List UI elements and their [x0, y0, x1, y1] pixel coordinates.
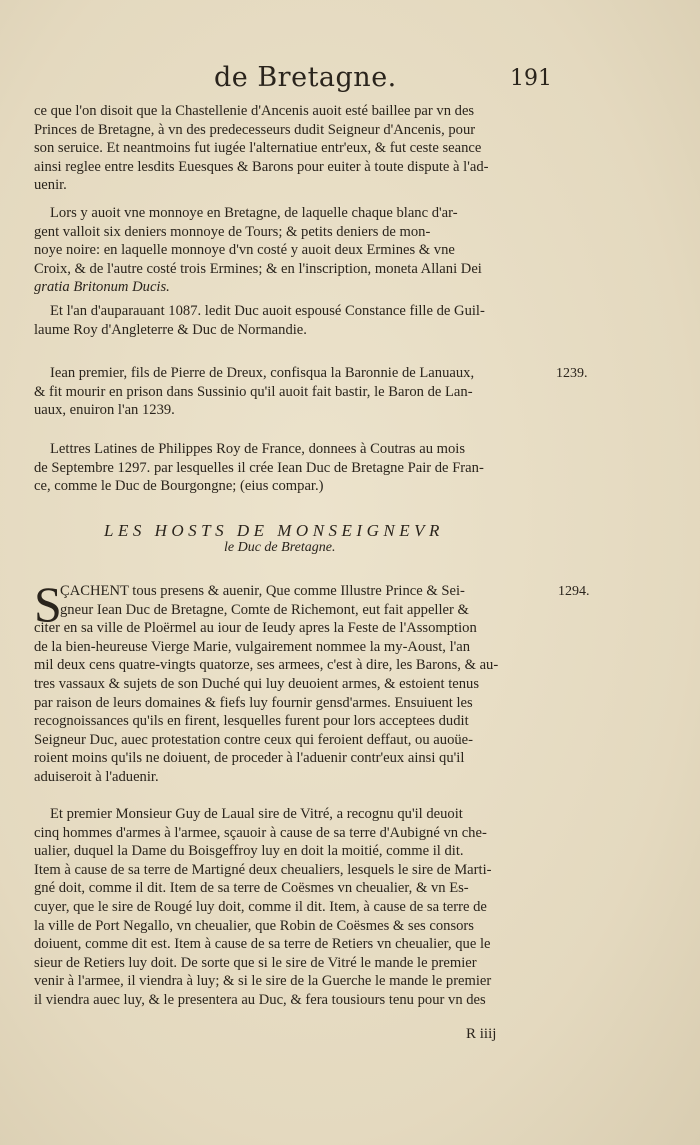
section-heading: LES HOSTS DE MONSEIGNEVR — [104, 521, 444, 540]
text-line: cinq hommes d'armes à l'armee, sçauoir à cause de sa terre d'Aubigné vn che- — [34, 824, 487, 841]
text-line: gné doit, comme il dit. Item de sa terre de Coësmes vn cheualier, & vn Es- — [34, 880, 469, 897]
signature-mark: R iiij — [466, 1026, 497, 1042]
text-line: venir à l'armee, il viendra à luy; & si le sire de la Guerche le mande le premier — [34, 973, 492, 990]
text-line: laume Roy d'Angleterre & Duc de Normandie. — [34, 321, 307, 338]
text-line: tres vassaux & sujets de son Duché qui luy deuoient armes, & estoient tenus — [34, 675, 480, 692]
paragraph-constance — [34, 302, 554, 339]
page-number: 191 — [510, 66, 552, 91]
text-line: il viendra auec luy, & le presentera au Duc, & fera tousiours tenu pour vn des — [34, 991, 486, 1008]
text-line: ainsi reglee entre lesdits Euesques & Barons pour euiter à toute dispute à l'ad- — [34, 158, 489, 175]
drop-cap: S — [34, 576, 62, 632]
text-line: Lors y auoit vne monnoye en Bretagne, de laquelle chaque blanc d'ar- — [50, 205, 458, 221]
text-line: uenir. — [34, 177, 67, 194]
paragraph-guy-de-laual — [34, 805, 554, 1010]
text-line: roient moins qu'ils ne doiuent, de proceder à l'aduenir contr'eux ainsi qu'il — [34, 750, 465, 767]
text-line: cuyer, que le sire de Rougé luy doit, comme il dit. Item, à cause de sa terre de — [34, 898, 487, 915]
text-line: ce, comme le Duc de Bourgongne; (eius compar.) — [34, 478, 324, 495]
text-line: ÇACHENT tous presens & auenir, Que comme Illustre Prince & Sei- — [60, 583, 465, 599]
paragraph-lettres-latines — [34, 440, 554, 496]
text-line: Princes de Bretagne, à vn des predecesseurs dudit Seigneur d'Ancenis, pour — [34, 121, 476, 138]
text-line: Lettres Latines de Philippes Roy de France, donnees à Coutras au mois — [50, 441, 466, 457]
text-line: gent valloit six deniers monnoye de Tours; & petits deniers de mon- — [34, 223, 431, 240]
text-line: la ville de Port Negallo, vn cheualier, que Robin de Coësmes & ses consors — [34, 917, 474, 934]
paragraph-iean-premier — [34, 364, 554, 420]
text-line: mil deux cens quatre-vingts quatorze, ses armees, c'est à dire, les Barons, & au- — [34, 657, 499, 674]
text-line: citer en sa ville de Ploërmel au iour de Ieudy apres la Feste de l'Assomption — [34, 620, 477, 637]
text-line: Et l'an d'auparauant 1087. ledit Duc auoit espousé Constance fille de Guil- — [50, 303, 485, 319]
text-line: Et premier Monsieur Guy de Laual sire de Vitré, a recognu qu'il deuoit — [50, 806, 463, 822]
paragraph-monnoye — [34, 204, 554, 297]
text-line: Item à cause de sa terre de Martigné deux cheualiers, lesquels le sire de Marti- — [34, 861, 492, 878]
text-line: gneur Iean Duc de Bretagne, Comte de Richemont, eut fait appeller & — [60, 601, 469, 618]
text-line: gratia Britonum Ducis. — [34, 279, 170, 296]
text-line: recognoissances qu'ils en firent, lesquelles furent pour lors acceptees dudit — [34, 713, 469, 730]
text-line: doiuent, comme dit est. Item à cause de sa terre de Retiers vn cheualier, que le — [34, 936, 491, 953]
section-subheading: le Duc de Bretagne. — [224, 540, 336, 555]
text-line: uaux, enuiron l'an 1239. — [34, 402, 175, 419]
text-line: ce que l'on disoit que la Chastellenie d'Ancenis auoit esté baillee par vn des — [34, 103, 475, 119]
paragraph-sachent — [34, 576, 554, 787]
running-title: de Bretagne. — [214, 62, 397, 93]
text-line: de Septembre 1297. par lesquelles il crée Iean Duc de Bretagne Pair de Fran- — [34, 459, 484, 476]
text-line: Iean premier, fils de Pierre de Dreux, confisqua la Baronnie de Lanuaux, — [50, 365, 475, 381]
page-header — [0, 62, 700, 102]
text-line: Seigneur Duc, auec protestation contre ceux qui feroient deffaut, ou auoüe- — [34, 731, 473, 748]
text-line: noye noire: en laquelle monnoye d'vn costé y auoit deux Ermines & vne — [34, 242, 455, 259]
margin-note-year: 1239. — [556, 366, 588, 381]
text-line: son seruice. Et neantmoins fut iugée l'alternatiue entr'eux, & fut ceste seance — [34, 140, 482, 157]
text-line: de la bien-heureuse Vierge Marie, vulgairement nommee la my-Aoust, l'an — [34, 638, 471, 655]
text-line: sieur de Retiers luy doit. De sorte que si le sire de Vitré le mande le premier — [34, 954, 477, 971]
text-line: Croix, & de l'autre costé trois Ermines; & en l'inscription, moneta Allani Dei — [34, 260, 482, 277]
text-line: par raison de leurs domaines & fiefs luy fournir gensd'armes. Ensuiuent les — [34, 694, 473, 711]
text-line: ualier, duquel la Dame du Boisgeffroy luy en doit la moitié, comme il dit. — [34, 843, 464, 860]
paragraph-ancenis — [34, 102, 554, 195]
margin-note-year: 1294. — [558, 584, 590, 599]
text-line: & fit mourir en prison dans Sussinio qu'il auoit fait bastir, le Baron de Lan- — [34, 383, 473, 400]
text-line: aduiseroit à l'aduenir. — [34, 768, 159, 785]
